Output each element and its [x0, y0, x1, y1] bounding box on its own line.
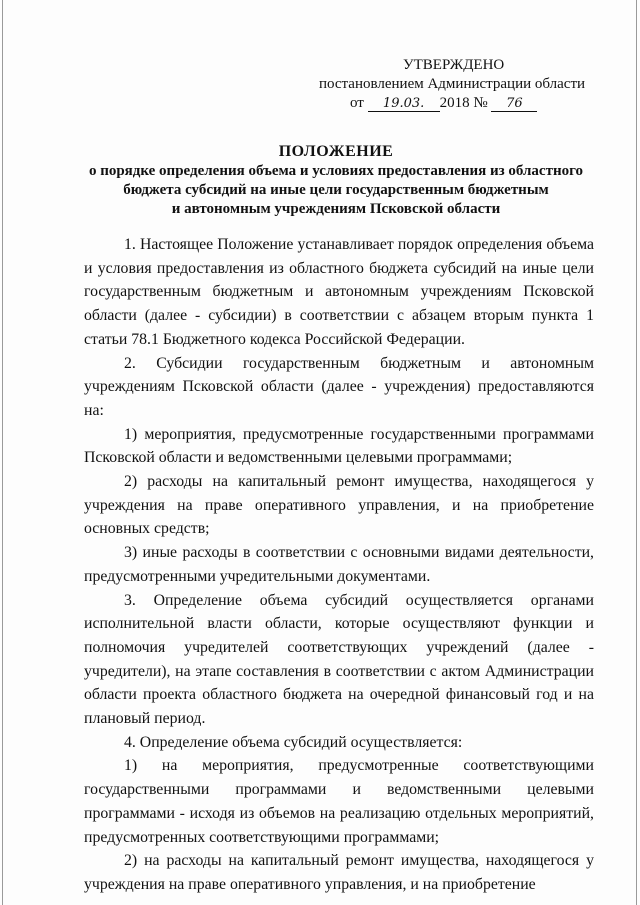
approval-date-line — [300, 94, 600, 113]
approval-block — [300, 56, 600, 113]
paragraph-1: 1. Настоящее Положение устанавливает порядок определения объема и условия предоставления из областного бюджета субсидий на иные цели государственным бюджетным и автономным учреждениям Псковской области (далее - субсидии) в соответствии с абзацем вторым пункта 1 статьи 78.1 Бюджетного кодекса Российской Федерации. — [84, 236, 594, 348]
approval-decree: постановлением Администрации области — [319, 76, 586, 92]
approval-from: от — [350, 95, 364, 111]
paragraph-2-item-2: 2) расходы на капитальный ремонт имущества, находящегося у учреждения на праве оперативного управления, и на приобретение основных средств; — [84, 473, 594, 538]
paragraph-2-item-1: 1) мероприятия, предусмотренные государственными программами Псковской области и ведомственными целевыми программами; — [84, 425, 594, 467]
document-body — [84, 233, 594, 897]
scan-edge-right — [636, 0, 637, 905]
paragraph-3: 3. Определение объема субсидий осуществляется органами исполнительной власти области, которые осуществляют функции и полномочия учредителей соответствующих учреждений (далее - учредители), на этапе составления в соответствии с актом Администрации области проекта областного бюджета на очередной финансовый год и на плановый период. — [84, 591, 594, 728]
handwritten-number: 76 — [491, 96, 537, 112]
scan-edge-left — [2, 0, 3, 905]
approval-year: 2018 № — [439, 95, 488, 111]
title-line-3: и автономным учреждениям Псковской области — [171, 201, 501, 217]
paragraph-4-item-2: 2) на расходы на капитальный ремонт имущества, находящегося у учреждения на праве оперативного управления, и на приобретение — [84, 852, 594, 893]
title-line-2: бюджета субсидий на иные цели государственным бюджетным — [123, 182, 549, 198]
paragraph-4-item-1: 1) на мероприятия, предусмотренные соответствующими государственными программами и ведомственными целевыми программами - исходя из объемов на реализацию отдельных мероприятий, предусмотренных соответствующими программами; — [84, 757, 594, 846]
title-heading: ПОЛОЖЕНИЕ — [278, 143, 394, 160]
approval-label: УТВЕРЖДЕНО — [403, 57, 505, 73]
handwritten-date: 19.03. — [368, 96, 440, 112]
paragraph-4: 4. Определение объема субсидий осуществляется: — [124, 733, 463, 751]
title-line-1: о порядке определения объема и условиях предоставления из областного — [88, 163, 584, 179]
paragraph-2: 2. Субсидии государственным бюджетным и автономным учреждениям Псковской области (далее - учреждения) предоставляются на: — [84, 354, 594, 419]
document-title — [66, 142, 606, 219]
paragraph-2-item-3: 3) иные расходы в соответствии с основными видами деятельности, предусмотренными учредительными документами. — [84, 544, 594, 585]
